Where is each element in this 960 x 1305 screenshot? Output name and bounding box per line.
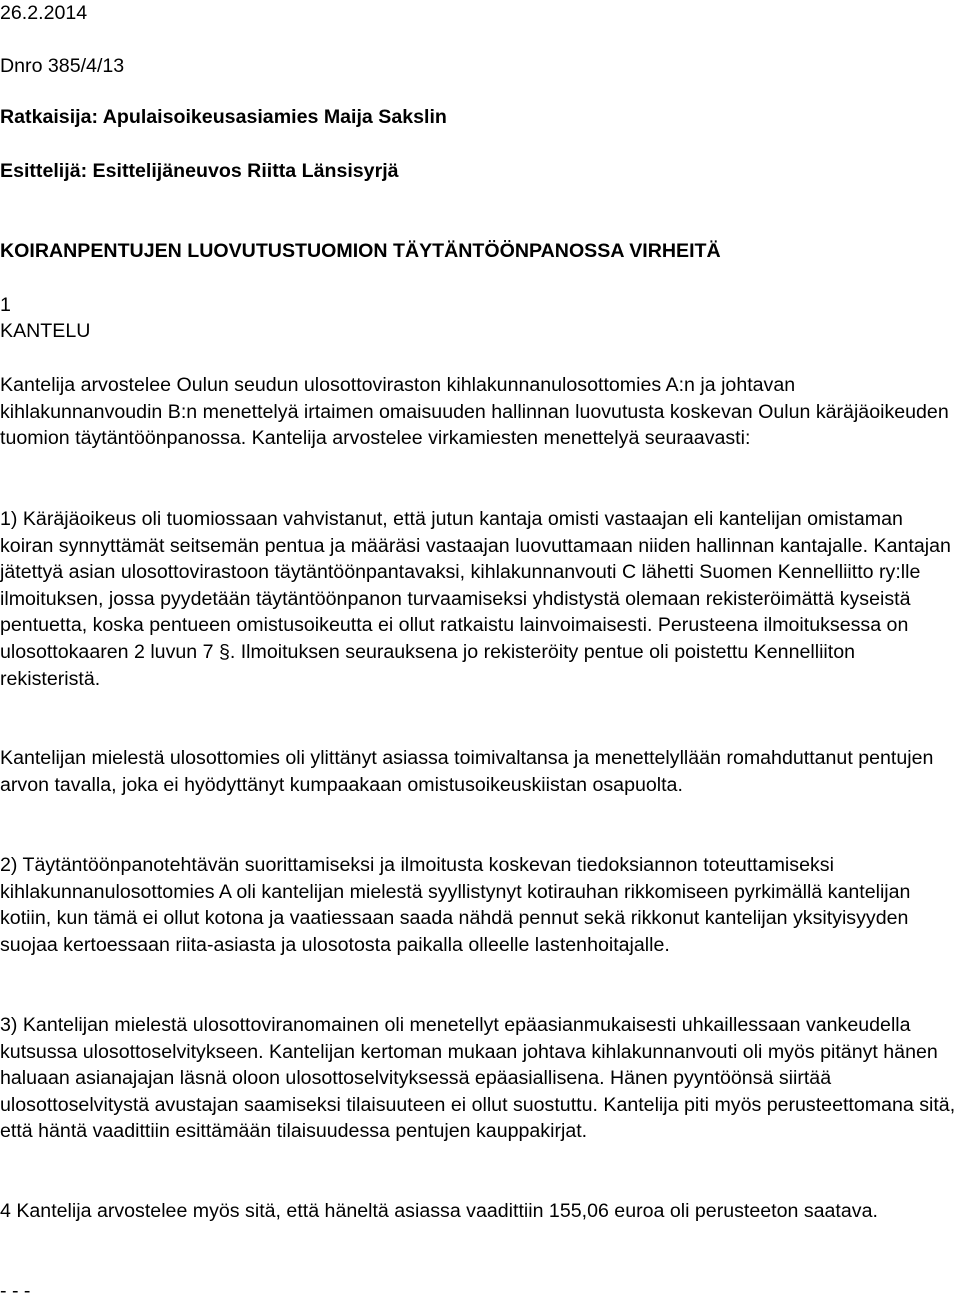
paragraph-point-4: 4 Kantelija arvostelee myös sitä, että häneltä asiassa vaadittiin 155,06 euroa oli perusteeton saatava. [0,1200,878,1222]
document-date: 26.2.2014 [0,2,88,24]
paragraph-intro: Kantelija arvostelee Oulun seudun ulosottoviraston kihlakunnanulosottomies A:n ja johtavan kihlakunnanvoudin B:n menettelyä irtaimen omaisuuden hallinnan luovutusta koskevan Oulun käräjäoikeuden tuomion täytäntöönpanossa. Kantelija arvostelee virkamiesten menettelyä seuraavasti: [0,374,949,450]
paragraph-opinion: Kantelijan mielestä ulosottomies oli ylittänyt asiassa toimivaltansa ja menettelyllään romahduttanut pentujen arvon tavalla, joka ei hyödyttänyt kumpaakaan omistusoikeuskiistan osapuolta. [0,747,934,796]
section-number: 1 [0,294,11,316]
paragraph-point-2: 2) Täytäntöönpanotehtävän suorittamiseksi ja ilmoitusta koskevan tiedoksiannon toteuttamiseksi kihlakunnanulosottomies A oli kantelijan mielestä syyllistynyt kotirauhan rikkomiseen pyrkimällä kantelijan kotiin, kun tämä ei ollut kotona ja vaatiessaan saada nähdä pennut sekä rikkonut kantelijan yksityisyyden suojaa kertoessaan riita-asiasta ja ulosotosta paikalla olleelle lastenhoitajalle. [0,854,911,956]
paragraph-point-1: 1) Käräjäoikeus oli tuomiossaan vahvistanut, että jutun kantaja omisti vastaajan eli kantelijan omistaman koiran synnyttämät seitsemän pentua ja määräsi vastaajan luovuttamaan niiden hallinnan kantajalle. Kantajan jätettyä asian ulosottovirastoon täytäntöönpantavaksi, kihlakunnanvouti C lähetti Suomen Kennelliitto ry:lle ilmoituksen, jossa pyydetään täytäntöönpanon turvaamiseksi yhdistystä olemaan rekisteröimättä kyseistä pentuetta, koska pentueen omistusoikeutta ei ollut ratkaistu lainvoimaisesti. Perusteena ilmoituksessa on ulosottokaaren 2 luvun 7 §. Ilmoituksen seurauksena jo rekisteröity pentue oli poistettu Kennelliiton rekisteristä. [0,508,951,690]
section-separator: - - - [0,1280,31,1302]
decision-maker: Ratkaisija: Apulaisoikeusasiamies Maija Sakslin [0,106,447,128]
document-title: KOIRANPENTUJEN LUOVUTUSTUOMION TÄYTÄNTÖÖNPANOSSA VIRHEITÄ [0,240,721,262]
paragraph-point-3: 3) Kantelijan mielestä ulosottoviranomainen oli menetellyt epäasianmukaisesti uhkaillessaan vankeudella kutsussa ulosottoselvitykseen. Kantelijan kertoman mukaan johtava kihlakunnanvouti oli myös pitänyt hänen haluaan asianajajan läsnä oloon ulosottoselvityksessä epäasiallisena. Hänen pyyntöönsä siirtää ulosottoselvitystä avustajan saamiseksi tilaisuuteen ei ollut suostuttu. Kantelija piti myös perusteettomana sitä, että häntä vaadittiin esittämään tilaisuudessa pentujen kauppakirjat. [0,1014,956,1143]
referendary: Esittelijä: Esittelijäneuvos Riitta Länsisyrjä [0,160,399,182]
section-heading: KANTELU [0,320,91,342]
record-number: Dnro 385/4/13 [0,55,125,77]
